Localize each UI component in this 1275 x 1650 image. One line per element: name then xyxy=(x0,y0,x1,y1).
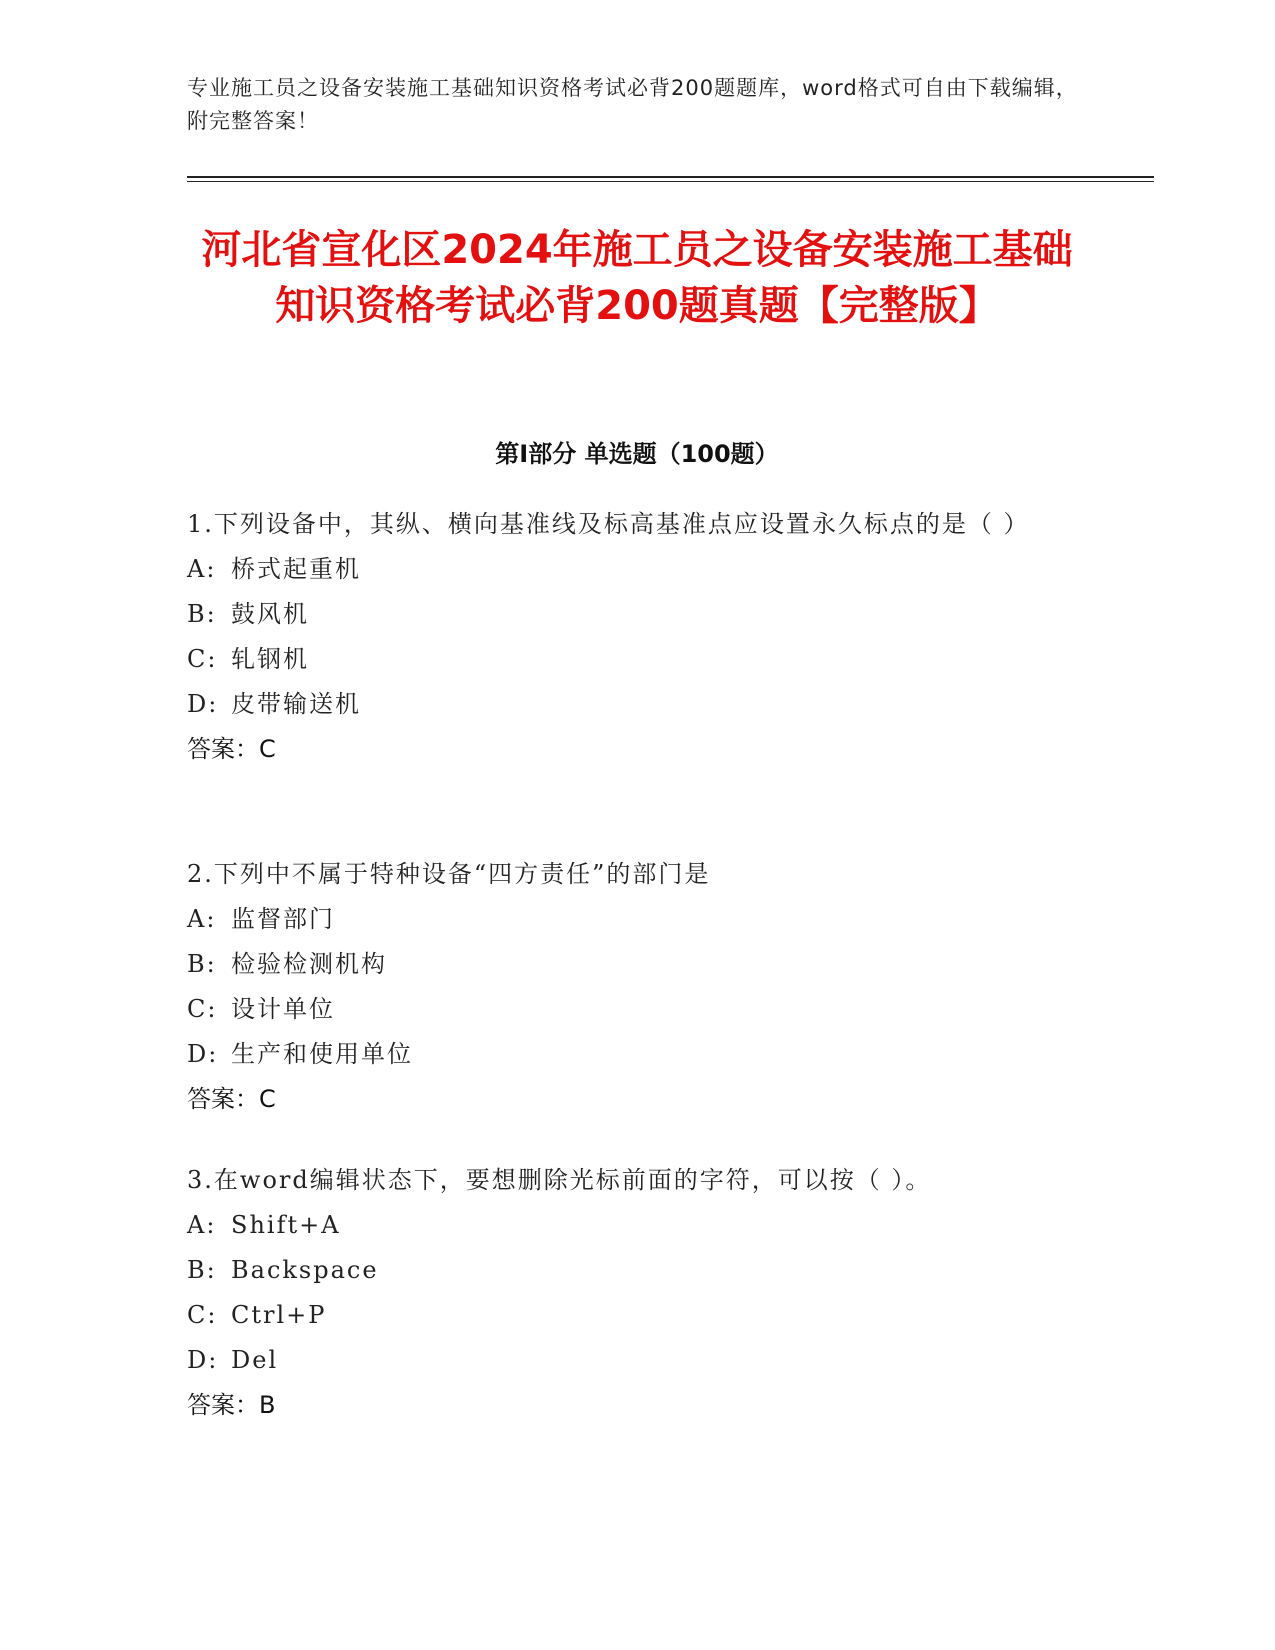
option-text: Del xyxy=(231,1346,279,1374)
header-rule-thin xyxy=(187,181,1154,182)
option-letter: D: xyxy=(187,1040,219,1068)
option-d xyxy=(187,682,1087,727)
option-text: 设计单位 xyxy=(231,995,335,1023)
option-letter: A: xyxy=(187,1211,217,1239)
header-rule-thick xyxy=(187,176,1154,178)
option-text: Backspace xyxy=(231,1256,379,1284)
option-b xyxy=(187,1248,1087,1293)
option-a xyxy=(187,897,1087,942)
option-c xyxy=(187,1293,1087,1338)
answer-line: 答案：B xyxy=(187,1391,276,1419)
option-text: 鼓风机 xyxy=(231,600,309,628)
option-c xyxy=(187,987,1087,1032)
question-stem: 3.在word编辑状态下，要想删除光标前面的字符，可以按（ ）。 xyxy=(187,1166,932,1194)
option-a xyxy=(187,1203,1087,1248)
section-heading: 第I部分 单选题（100题） xyxy=(495,440,779,468)
answer-line: 答案：C xyxy=(187,1085,276,1113)
option-text: 检验检测机构 xyxy=(231,950,387,978)
option-letter: B: xyxy=(187,950,217,978)
option-letter: B: xyxy=(187,600,217,628)
option-letter: C: xyxy=(187,645,218,673)
option-c xyxy=(187,637,1087,682)
option-d xyxy=(187,1032,1087,1077)
option-b xyxy=(187,942,1087,987)
option-b xyxy=(187,592,1087,637)
question-1 xyxy=(187,502,1087,772)
option-text: 生产和使用单位 xyxy=(231,1040,413,1068)
option-text: Shift+A xyxy=(231,1211,341,1239)
option-letter: C: xyxy=(187,995,218,1023)
option-text: Ctrl+P xyxy=(231,1301,327,1329)
answer-line: 答案：C xyxy=(187,735,276,763)
option-letter: A: xyxy=(187,555,217,583)
header-note: 专业施工员之设备安装施工基础知识资格考试必背200题题库，word格式可自由下载编辑，附完整答案！ xyxy=(187,76,1078,133)
question-3 xyxy=(187,1158,1087,1428)
option-text: 监督部门 xyxy=(231,905,335,933)
option-text: 轧钢机 xyxy=(231,645,309,673)
option-a xyxy=(187,547,1087,592)
question-stem: 2.下列中不属于特种设备“四方责任”的部门是 xyxy=(187,860,711,888)
option-text: 桥式起重机 xyxy=(231,555,361,583)
option-d xyxy=(187,1338,1087,1383)
document-title: 河北省宣化区2024年施工员之设备安装施工基础知识资格考试必背200题真题【完整版】 xyxy=(201,227,1073,329)
option-text: 皮带输送机 xyxy=(231,690,361,718)
option-letter: D: xyxy=(187,1346,219,1374)
option-letter: D: xyxy=(187,690,219,718)
option-letter: A: xyxy=(187,905,217,933)
question-2 xyxy=(187,852,1087,1122)
option-letter: C: xyxy=(187,1301,218,1329)
question-stem: 1.下列设备中，其纵、横向基准线及标高基准点应设置永久标点的是（ ） xyxy=(187,510,1030,538)
option-letter: B: xyxy=(187,1256,217,1284)
